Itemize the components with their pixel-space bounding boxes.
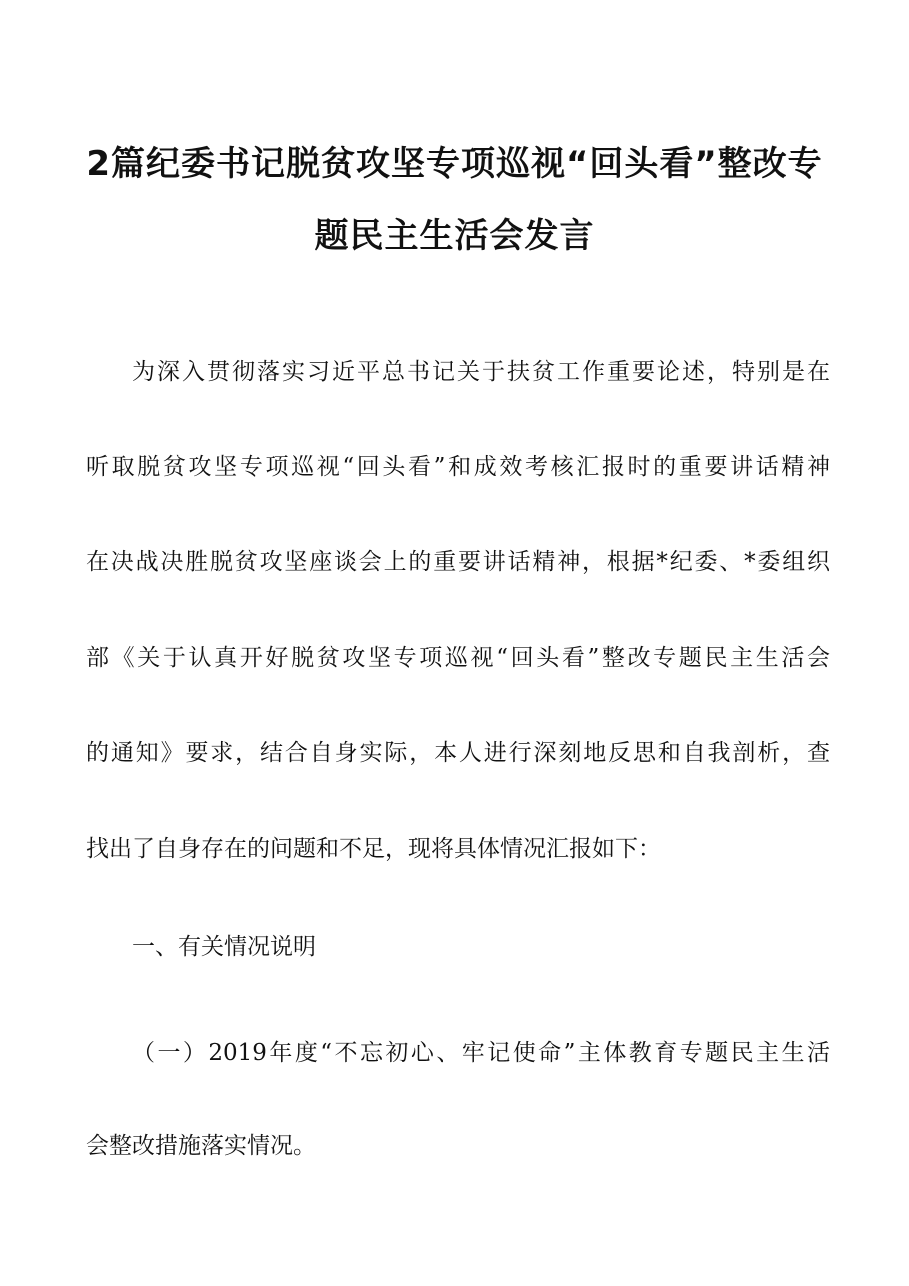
intro-paragraph-line-3: 在决战决胜脱贫攻坚座谈会上的重要讲话精神，根据*纪委、*委组织 <box>86 549 830 575</box>
section-heading: 一、有关情况说明 <box>132 934 316 960</box>
intro-paragraph-line-6: 找出了自身存在的问题和不足，现将具体情况汇报如下： <box>86 836 661 862</box>
subsection-line-2: 会整改措施落实情况。 <box>86 1133 316 1159</box>
intro-paragraph-line-4: 部《关于认真开好脱贫攻坚专项巡视“回头看”整改专题民主生活会 <box>86 645 830 671</box>
document-title-line-2: 题民主生活会发言 <box>314 216 595 256</box>
document-title-line-1: 2篇纪委书记脱贫攻坚专项巡视“回头看”整改专 <box>86 144 823 184</box>
intro-paragraph-line-1: 为深入贯彻落实习近平总书记关于扶贫工作重要论述，特别是在 <box>132 359 830 385</box>
subsection-line-1: （一）2019年度“不忘初心、牢记使命”主体教育专题民主生活 <box>132 1040 830 1066</box>
intro-paragraph-line-2: 听取脱贫攻坚专项巡视“回头看”和成效考核汇报时的重要讲话精神 <box>86 454 830 480</box>
intro-paragraph-line-5: 的通知》要求，结合自身实际，本人进行深刻地反思和自我剖析，查 <box>86 740 830 766</box>
